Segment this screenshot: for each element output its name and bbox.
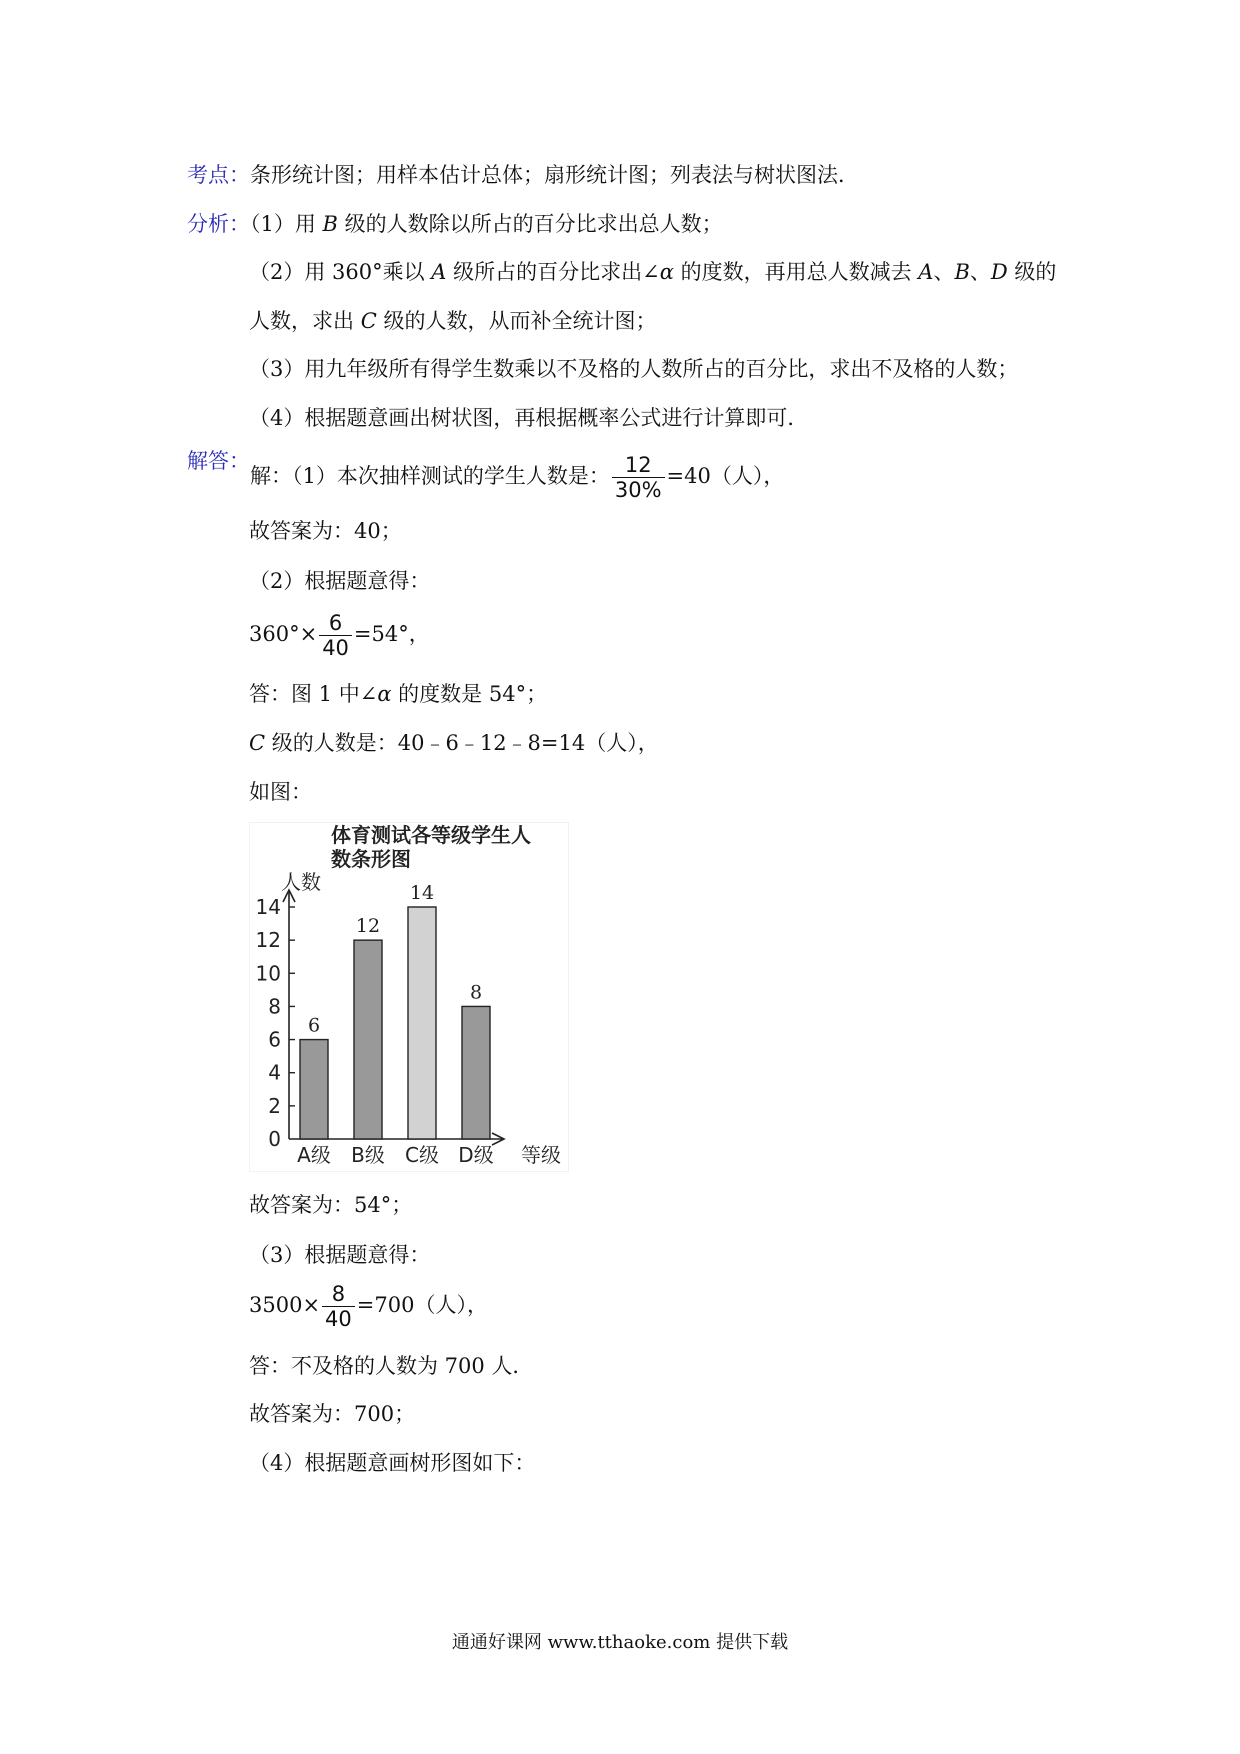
page-footer: 通通好课网 www.tthaoke.com 提供下载 — [451, 1632, 789, 1653]
fenxi-line-2b — [249, 306, 656, 336]
y-tick-label-4: 4 — [268, 1060, 281, 1085]
jieda-s2-figure-label: 如图： — [249, 780, 312, 804]
y-tick-label-10: 10 — [255, 961, 281, 986]
kaodian-line — [187, 160, 859, 190]
kaodian-text: 条形统计图；用样本估计总体；扇形统计图；列表法与树状图法． — [250, 163, 859, 187]
bar-3 — [408, 907, 436, 1139]
jieda-s3-head: （3）根据题意得： — [249, 1243, 431, 1267]
jieda-s3-answer-final: 故答案为：700； — [249, 1402, 416, 1426]
y-tick-label-12: 12 — [255, 928, 281, 953]
text: 人数，求出 — [249, 309, 361, 333]
text: 解：（1）本次抽样测试的学生人数是： — [250, 464, 610, 488]
text: 的度数，再用总人数减去 — [673, 260, 919, 284]
var-b: B — [954, 260, 970, 284]
jieda-s1-answer: 故答案为：40； — [249, 519, 402, 543]
fenxi-line-1 — [187, 209, 723, 239]
x-category-label-3: C级 — [405, 1143, 439, 1167]
text: =54°， — [353, 622, 430, 646]
bar-value-label-3: 14 — [409, 882, 435, 904]
text: （1）用 — [250, 212, 323, 236]
y-tick-label-0: 0 — [268, 1127, 281, 1151]
numerator: 6 — [319, 611, 352, 636]
jieda-s3-calc — [249, 1275, 488, 1335]
x-category-label-2: B级 — [351, 1143, 385, 1167]
x-category-label-4: D级 — [458, 1143, 494, 1167]
text: 360°× — [249, 622, 318, 646]
var-b: B — [322, 212, 338, 236]
text: 级的人数是：40﹣6﹣12﹣8=14（人）， — [265, 731, 659, 755]
fenxi-line-4: （4）根据题意画出树状图，再根据概率公式进行计算即可． — [249, 406, 809, 430]
jieda-line-1 — [187, 446, 784, 506]
text: 3500× — [249, 1293, 321, 1317]
text: 级的人数，从而补全统计图； — [376, 309, 657, 333]
fraction-6-over-40 — [319, 611, 352, 660]
fraction-8-over-40 — [322, 1282, 355, 1331]
var-c: C — [360, 309, 377, 333]
bar-chart — [249, 822, 569, 1172]
y-axis-label: 人数 — [281, 870, 321, 894]
y-tick-label-14: 14 — [255, 895, 281, 919]
x-category-label-1: A级 — [297, 1143, 331, 1167]
var-c: C — [249, 731, 266, 755]
kaodian-tag: 考点： — [187, 163, 250, 187]
denominator: 30% — [614, 478, 662, 502]
text: 、 — [933, 260, 955, 284]
jieda-s2-calc — [249, 604, 430, 664]
var-a: A — [431, 260, 447, 284]
denominator: 40 — [325, 1307, 352, 1331]
jieda-s2-c-count — [249, 728, 659, 758]
fenxi-line-2 — [249, 257, 1056, 287]
text: 的度数是 54°； — [391, 682, 548, 706]
text: 答：图 1 中∠ — [249, 682, 378, 706]
fenxi-line-3: （3）用九年级所有得学生数乘以不及格的人数所占的百分比，求出不及格的人数； — [249, 357, 1019, 381]
text: （2）用 360°乘以 — [249, 260, 432, 284]
y-tick-label-8: 8 — [268, 994, 281, 1019]
bar-value-label-2: 12 — [355, 915, 381, 938]
text: =700（人）， — [356, 1293, 488, 1317]
jieda-s4-head: （4）根据题意画树形图如下： — [249, 1451, 536, 1475]
var-a: A — [918, 260, 934, 284]
jieda-tag: 解答： — [187, 449, 250, 473]
numerator: 12 — [612, 453, 665, 478]
text: 级所占的百分比求出∠ — [446, 260, 660, 284]
bar-value-label-4: 8 — [469, 981, 483, 1004]
jieda-s2-head: （2）根据题意得： — [249, 569, 431, 593]
var-alpha: α — [377, 682, 392, 706]
bar-1 — [300, 1040, 328, 1139]
bar-chart-svg — [249, 822, 569, 1172]
chart-title-line2: 数条形图 — [331, 847, 411, 871]
fraction-12-over-30pct — [612, 453, 665, 502]
text: 级的 — [1007, 260, 1057, 284]
y-tick-label-6: 6 — [268, 1027, 281, 1052]
x-axis-label: 等级 — [521, 1143, 561, 1167]
jieda-s2-answer — [249, 679, 547, 709]
text: =40（人）， — [666, 464, 785, 488]
chart-title-line1: 体育测试各等级学生人 — [331, 823, 531, 847]
y-tick-label-2: 2 — [268, 1093, 281, 1118]
bar-4 — [462, 1006, 490, 1139]
denominator: 40 — [322, 636, 349, 660]
jieda-s2-answer-final: 故答案为：54°； — [249, 1193, 413, 1217]
text: 、 — [969, 260, 991, 284]
bar-2 — [354, 940, 382, 1139]
bar-value-label-1: 6 — [307, 1014, 321, 1037]
jieda-s3-answer: 答：不及格的人数为 700 人． — [249, 1354, 534, 1378]
var-alpha: α — [659, 260, 674, 284]
fenxi-tag: 分析： — [187, 212, 250, 236]
numerator: 8 — [322, 1282, 355, 1307]
var-d: D — [990, 260, 1008, 284]
text: 级的人数除以所占的百分比求出总人数； — [337, 212, 723, 236]
